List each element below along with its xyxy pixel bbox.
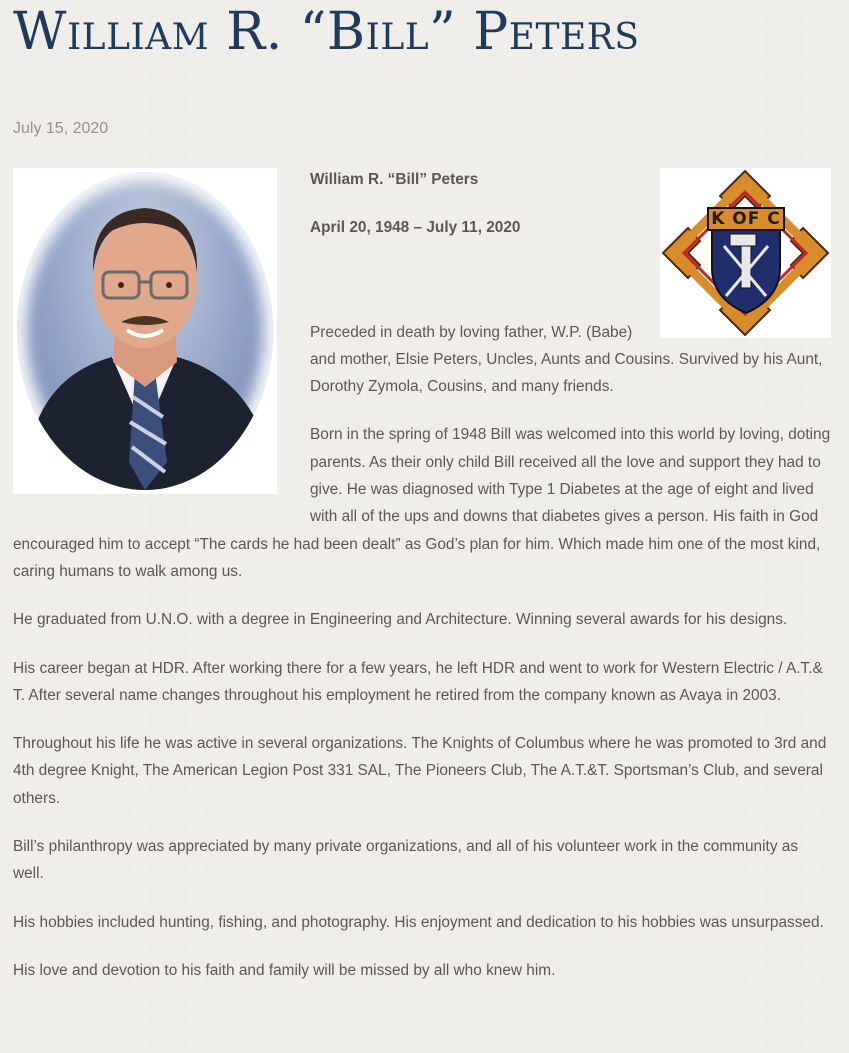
obituary-paragraph: Bill’s philanthropy was appreciated by many private organizations, and all of his volunteer work in the community as well. <box>13 838 799 883</box>
page-title: William R. “Bill” Peters <box>13 2 640 62</box>
obituary-paragraph: Throughout his life he was active in several organizations. The Knights of Columbus where he was promoted to 3rd and 4th degree Knight, The American Legion Post 331 SAL, The Pioneers Club, The A.T.&T. Sportsman’s Club, and several others. <box>13 735 827 807</box>
obituary-paragraph: His career began at HDR. After working there for a few years, he left HDR and went to work for Western Electric / A.T.& T. After several name changes throughout his employment he retired from the company known as Avaya in 2003. <box>13 659 823 704</box>
portrait-illustration <box>17 172 273 490</box>
knights-of-columbus-logo <box>660 168 831 338</box>
portrait-photo <box>13 168 277 494</box>
obituary-paragraph: His love and devotion to his faith and family will be missed by all who knew him. <box>13 961 556 979</box>
kofc-emblem-icon <box>660 168 831 338</box>
obituary-name: William R. “Bill” Peters <box>310 171 479 188</box>
obituary-paragraph: Preceded in death by loving father, W.P. (Babe) and mother, Elsie Peters, Uncles, Aunts and Cousins. Survived by his Aunt, Dorothy Zymola, Cousins, and many friends. <box>310 323 823 396</box>
portrait-oval <box>17 172 273 490</box>
obituary-dates: April 20, 1948 – July 11, 2020 <box>310 219 521 237</box>
obituary-paragraph: His hobbies included hunting, fishing, and photography. His enjoyment and dedication to his hobbies was unsurpassed. <box>13 913 824 931</box>
logo-letters: K OF C <box>711 209 781 229</box>
post-date: July 15, 2020 <box>13 120 109 137</box>
obituary-paragraph: Born in the spring of 1948 Bill was welcomed into this world by loving, doting parents. As their only child Bill received all the love and support they had to give. He was diagnosed with Type 1 Diabetes at the age of eight and lived with all of the ups and downs that diabetes gives a person. His faith in God encouraged him to accept “The cards he had been dealt” as God’s plan for him. Which made him one of the most kind, caring humans to walk among us. <box>13 426 831 580</box>
obituary-paragraph: He graduated from U.N.O. with a degree in Engineering and Architecture. Winning several awards for his designs. <box>13 611 788 629</box>
